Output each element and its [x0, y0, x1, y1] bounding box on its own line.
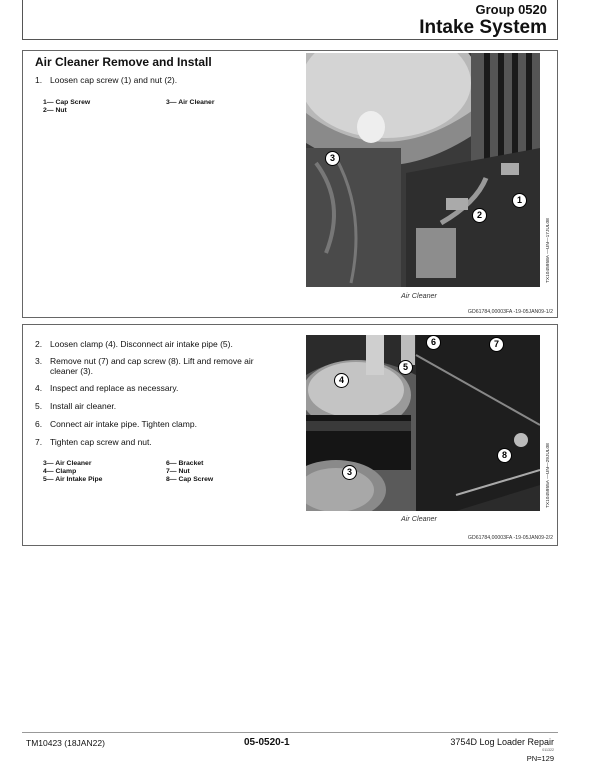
procedure-block-1	[22, 50, 558, 318]
air-cleaner-photo-1	[306, 53, 540, 287]
step-1	[35, 75, 177, 85]
legend-col-2	[166, 99, 214, 107]
page-header	[22, 0, 558, 40]
step-text: Loosen cap screw (1) and nut (2).	[50, 75, 178, 85]
legend-item: 2— Nut	[43, 107, 67, 114]
document-reference: GD61784,00003FA -19-05JAN09-1/2	[467, 309, 553, 315]
callout-7: 7	[489, 337, 504, 352]
footer-small-code: 011322	[542, 748, 554, 752]
callout-8: 8	[497, 448, 512, 463]
legend-item: 3— Air Cleaner	[166, 99, 215, 106]
callout-2: 2	[472, 208, 487, 223]
step-number: 3.	[35, 356, 43, 366]
footer-page-number: 05-0520-1	[244, 737, 290, 748]
step-2	[35, 339, 233, 349]
photo-id-label: TX1045955A —UN—29JUL08	[546, 443, 551, 508]
footer-rule	[22, 732, 558, 733]
photo-illustration	[306, 53, 540, 287]
callout-4: 4	[334, 373, 349, 388]
legend-col-1	[43, 99, 90, 115]
legend-item: 6— Bracket	[166, 460, 204, 467]
step-3	[35, 356, 275, 376]
step-text: Inspect and replace as necessary.	[50, 383, 179, 393]
air-cleaner-photo-2	[306, 335, 540, 511]
group-label: Group 0520	[475, 2, 547, 17]
photo-illustration	[306, 335, 540, 511]
legend-item: 8— Cap Screw	[166, 476, 214, 483]
legend-item: 3— Air Cleaner	[43, 460, 92, 467]
callout-3: 3	[342, 465, 357, 480]
step-4	[35, 383, 178, 393]
legend-item: 5— Air Intake Pipe	[43, 476, 103, 483]
photo-id-label: TX1045958A —UN—17JUL08	[546, 218, 551, 283]
procedure-heading: Air Cleaner Remove and Install	[35, 55, 212, 69]
step-text: Install air cleaner.	[50, 401, 117, 411]
section-title: Intake System	[419, 17, 547, 38]
legend-col-2	[166, 460, 213, 484]
step-7	[35, 437, 152, 447]
step-text: Connect air intake pipe. Tighten clamp.	[50, 419, 197, 429]
step-number: 5.	[35, 401, 43, 411]
step-text: Loosen clamp (4). Disconnect air intake pipe (5).	[50, 339, 233, 349]
callout-3: 3	[325, 151, 340, 166]
step-number: 6.	[35, 419, 43, 429]
callout-5: 5	[398, 360, 413, 375]
step-number: 2.	[35, 339, 43, 349]
step-number: 1.	[35, 75, 43, 85]
footer-manual-id: TM10423 (18JAN22)	[26, 738, 105, 748]
procedure-block-2	[22, 324, 558, 546]
step-number: 7.	[35, 437, 43, 447]
step-text: Remove nut (7) and cap screw (8). Lift and remove air cleaner (3).	[50, 356, 254, 376]
footer-manual-title: 3754D Log Loader Repair	[450, 737, 554, 747]
step-number: 4.	[35, 383, 43, 393]
legend-item: 7— Nut	[166, 468, 190, 475]
callout-6: 6	[426, 335, 441, 350]
legend-item: 4— Clamp	[43, 468, 77, 475]
document-reference: GD61784,00003FA -19-05JAN09-2/2	[467, 535, 553, 541]
callout-1: 1	[512, 193, 527, 208]
step-5	[35, 401, 116, 411]
legend-item: 1— Cap Screw	[43, 99, 91, 106]
legend-col-1	[43, 460, 102, 484]
step-6	[35, 419, 197, 429]
photo-caption: Air Cleaner	[401, 291, 437, 300]
photo-caption: Air Cleaner	[401, 514, 437, 523]
footer-pn: PN=129	[526, 754, 554, 763]
step-text: Tighten cap screw and nut.	[50, 437, 152, 447]
